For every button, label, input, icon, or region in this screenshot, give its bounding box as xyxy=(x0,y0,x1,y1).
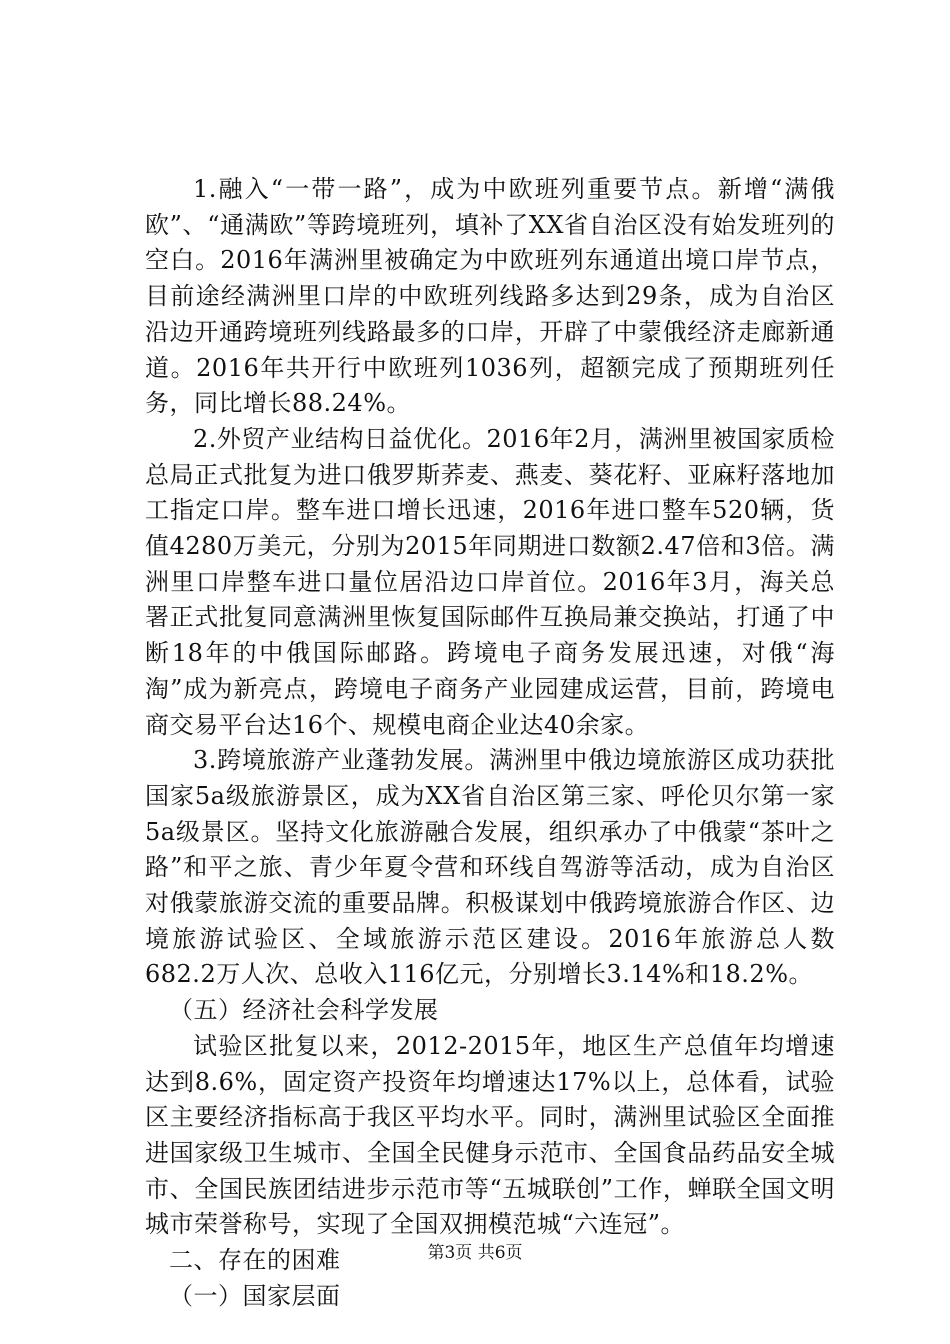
paragraph-foreign-trade: 2.外贸产业结构日益优化。2016年2月，满洲里被国家质检总局正式批复为进口俄罗斯荞麦、燕麦、葵花籽、亚麻籽落地加工指定口岸。整车进口增长迅速，2016年进口整车520辆，货值4280万美元，分别为2015年同期进口数额2.47倍和3倍。满洲里口岸整车进口量位居沿边口岸首位。2016年3月，海关总署正式批复同意满洲里恢复国际邮件互换局兼交换站，打通了中断18年的中俄国际邮路。跨境电子商务发展迅速，对俄“海淘”成为新亮点，跨境电子商务产业园建成运营，目前，跨境电商交易平台达16个、规模电商企业达40余家。 xyxy=(145,424,835,739)
heading-economic-development: （五）经济社会科学发展 xyxy=(169,996,439,1025)
page-number-footer: 第3页 共6页 xyxy=(427,1243,523,1263)
paragraph-cross-border-tourism: 3.跨境旅游产业蓬勃发展。满洲里中俄边境旅游区成功获批国家5a级旅游景区，成为XX省自治区第三家、呼伦贝尔第一家5a级景区。坚持文化旅游融合发展，组织承办了中俄蒙“茶叶之路”和平之旅、青少年夏令营和环线自驾游等活动，成为自治区对俄蒙旅游交流的重要品牌。积极谋划中俄跨境旅游合作区、边境旅游试验区、全域旅游示范区建设。2016年旅游总人数682.2万人次、总收入116亿元，分别增长3.14%和18.2%。 xyxy=(145,746,835,989)
paragraph-china-europe-rail: 1.融入“一带一路”，成为中欧班列重要节点。新增“满俄欧”、“通满欧”等跨境班列，填补了XX省自治区没有始发班列的空白。2016年满洲里被确定为中欧班列东通道出境口岸节点，目前途经满洲里口岸的中欧班列线路多达到29条，成为自治区沿边开通跨境班列线路最多的口岸，开辟了中蒙俄经济走廊新通道。2016年共开行中欧班列1036列，超额完成了预期班列任务，同比增长88.24%。 xyxy=(145,175,835,418)
document-body xyxy=(145,172,835,1315)
heading-national-level: （一）国家层面 xyxy=(169,1281,341,1310)
heading-difficulties: 二、存在的困难 xyxy=(169,1246,341,1275)
paragraph-pilot-zone: 试验区批复以来，2012-2015年，地区生产总值年均增速达到8.6%，固定资产投资年均增速达17%以上，总体看，试验区主要经济指标高于我区平均水平。同时，满洲里试验区全面推进国家级卫生城市、全国全民健身示范市、全国食品药品安全城市、全国民族团结进步示范市等“五城联创”工作，蝉联全国文明城市荣誉称号，实现了全国双拥模范城“六连冠”。 xyxy=(145,1031,835,1239)
